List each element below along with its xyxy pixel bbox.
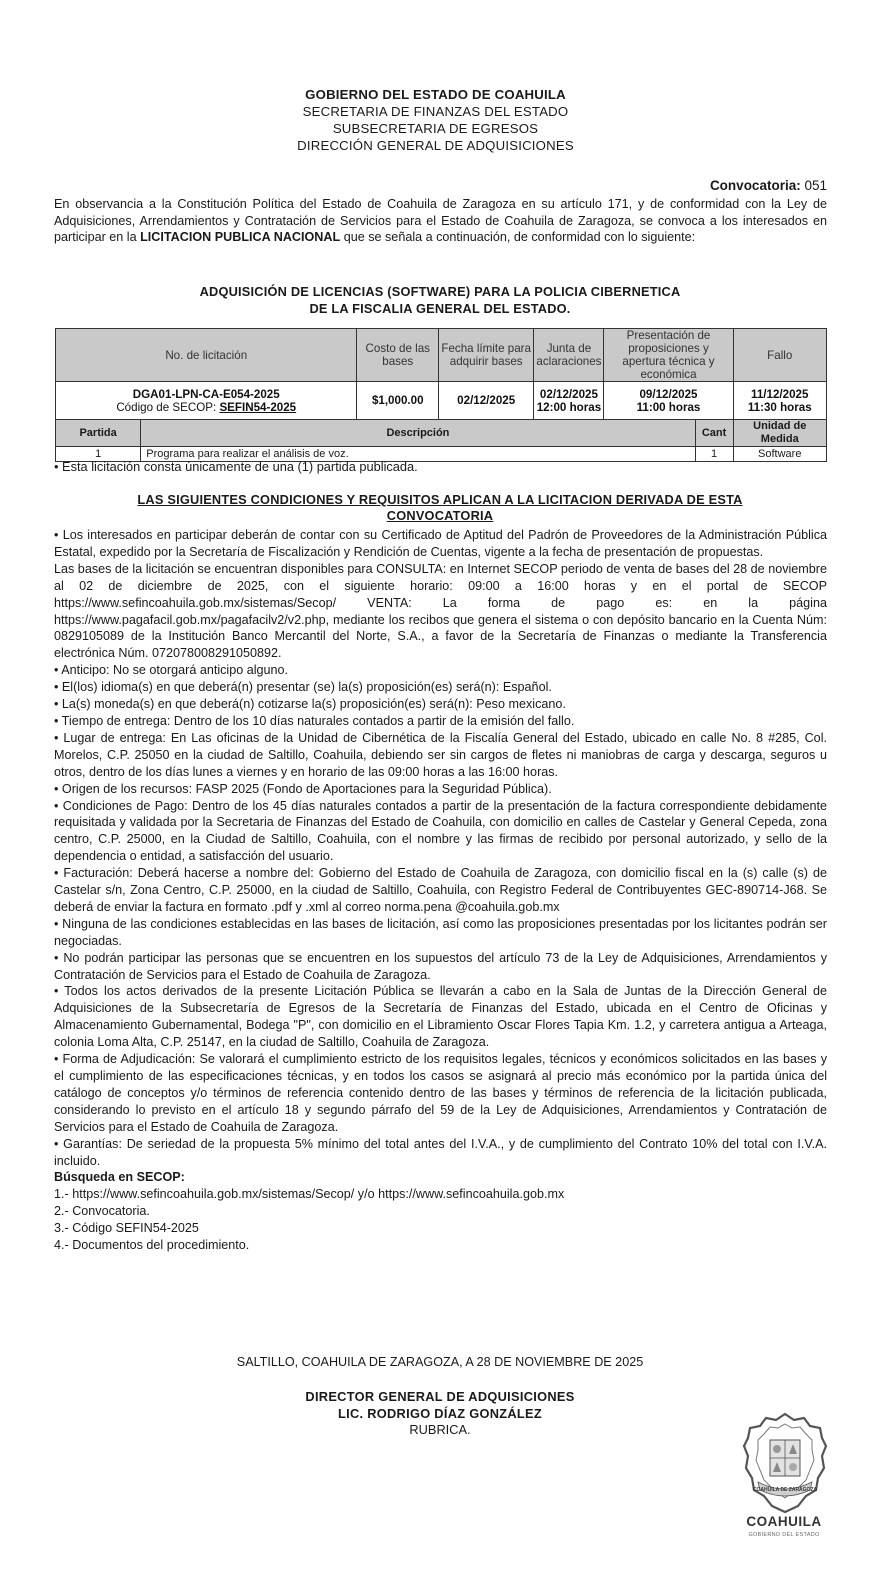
procurement-title-line1: ADQUISICIÓN DE LICENCIAS (SOFTWARE) PARA LA POLICIA CIBERNETICA [199,284,681,299]
secop-label: Código de SECOP: [116,400,220,414]
value-fecha: 02/12/2025 [439,382,534,420]
header-subsecretaria: SUBSECRETARIA DE EGRESOS [332,121,539,136]
value-costo: $1,000.00 [357,382,439,420]
procurement-title-line2: DE LA FISCALIA GENERAL DEL ESTADO. [309,300,571,316]
header-fallo: Fallo [733,329,827,382]
condition-paragraph: Las bases de la licitación se encuentran disponibles para CONSULTA: en Internet SECOP periodo de venta de bases del 28 de noviembre al 02 de diciembre de 2025, con el siguiente horario: 09:00 a 16:00 horas y en el portal de SECOP https://www.sefincoahuila.gob.mx/sistemas/Secop/ VENTA: La forma de pago es: en la página https://www.pagafacil.gob.mx/pagafacilv2/v2.php, mediante los recibos que genera el sistema o con depósito bancario en la Cuenta Núm: 0829105089 de la Institución Banco Mercantil del Norte, S.A., a favor de la Secretaría de Finanzas o mediante la Transferencia electrónica Núm. 072078008291050892. [54,561,827,661]
item-unidad: Software [733,447,827,462]
condition-paragraph: • Tiempo de entrega: Dentro de los 10 días naturales contados a partir de la emisión del fallo. [54,713,575,728]
secop-search-step: 4.- Documentos del procedimiento. [54,1238,250,1253]
junta-time: 12:00 horas [536,400,602,414]
conditions-title-line2: CONVOCATORIA [386,508,494,523]
condition-paragraph: • Condiciones de Pago: Dentro de los 45 días naturales contados a partir de la presentación de la factura correspondiente debidamente requisitada y validada por la Secretaria de Finanzas del Estado de Coahuila, con domicilio en calles de Castelar y General Cepeda, zona centro, C.P. 25000, en la Ciudad de Saltillo, Coahuila, con el nombre y las firmas de recibido por personal autorizado, y sello de la dependencia o entidad, a satisfacción del usuario. [54,798,827,864]
secop-search-step: 1.- https://www.sefincoahuila.gob.mx/sistemas/Secop/ y/o https://www.sefincoahuila.gob.mx [54,1187,565,1202]
secop-search-step: 2.- Convocatoria. [54,1204,150,1219]
place-and-date: SALTILLO, COAHUILA DE ZARAGOZA, A 28 DE NOVIEMBRE DE 2025 [236,1355,644,1369]
convocatoria-value: 051 [804,178,827,193]
signature-rubrica: RUBRICA. [409,1422,471,1437]
presentacion-time: 11:00 horas [636,400,701,414]
header-government: GOBIERNO DEL ESTADO DE COAHUILA [305,87,566,102]
item-descripcion: Programa para realizar el análisis de voz. [141,447,695,462]
convocatoria-number [710,178,827,193]
condition-paragraph: • Todos los actos derivados de la presente Licitación Pública se llevarán a cabo en la Sala de Juntas de la Dirección General de Adquisiciones de la Subsecretaría de Egresos de la Secretaría de Finanzas del Estado, ubicada en el Centro de Oficinas y Almacenamiento Gubernamental, Bodega "P", con domicilio en el Libramiento Oscar Flores Tapia Km. 1.2, y carretera antigua a Arteaga, colonia Loma Alta, C.P. 25147, en la ciudad de Saltillo, Coahuila de Zaragoza. [54,984,827,1050]
table-header-row [56,329,827,382]
condition-paragraph: • No podrán participar las personas que se encuentren en los supuestos del artículo 73 de la Ley de Adquisiciones, Arrendamientos y Contratación de Servicios para el Estado de Coahuila de Zaragoza. [54,950,827,982]
intro-text-2: que se señala a continuación, de conformidad con lo siguiente: [340,230,696,245]
header-costo: Costo de las bases [357,329,439,382]
value-presentacion [604,382,733,420]
signature-title: DIRECTOR GENERAL DE ADQUISICIONES [305,1389,575,1404]
condition-paragraph: • La(s) moneda(s) en que deberá(n) cotizarse la(s) proposición(es) será(n): Peso mexicano. [54,697,566,712]
presentacion-date: 09/12/2025 [639,387,698,401]
header-cant: Cant [695,420,733,447]
seal-ribbon-text: COAHUILA DE ZARAGOZA [752,1487,818,1493]
value-junta [534,382,604,420]
seal-subtitle: GOBIERNO DEL ESTADO [748,1532,820,1538]
intro-paragraph [54,196,827,246]
partida-note: • Esta licitación consta únicamente de una (1) partida publicada. [54,459,418,474]
bid-table [55,328,827,462]
coahuila-seal-icon [740,1410,830,1516]
value-fallo [733,382,827,420]
secop-code-line [58,401,354,414]
conditions-body [54,527,827,1254]
condition-paragraph: • El(los) idioma(s) en que deberá(n) presentar (se) la(s) proposición(es) será(n): Español. [54,680,552,695]
condition-paragraph: • Origen de los recursos: FASP 2025 (Fondo de Aportaciones para la Seguridad Pública). [54,781,552,796]
items-header-row [56,420,827,447]
conditions-title-line1: LAS SIGUIENTES CONDICIONES Y REQUISITOS APLICAN A LA LICITACION DERIVADA DE ESTA [137,492,743,507]
fallo-date: 11/12/2025 [751,387,809,401]
procurement-title [0,284,871,317]
header-junta: Junta de aclaraciones [534,329,604,382]
condition-paragraph: • Garantías: De seriedad de la propuesta 5% mínimo del total antes del I.V.A., y de cumplimiento del Contrato 10% del total con I.V.A. incluido. [54,1136,827,1168]
header-descripcion: Descripción [141,420,695,447]
conditions-title [0,492,871,524]
document-header [0,86,871,154]
junta-date: 02/12/2025 [539,387,598,401]
table-values-row [56,382,827,420]
condition-paragraph: • Ninguna de las condiciones establecidas en las bases de licitación, así como las proposiciones presentadas por los licitantes podrán ser negociadas. [54,916,827,948]
intro-text-1: En observancia a la Constitución Política del Estado de Coahuila de Zaragoza en su artículo 171, y de conformidad con la Ley de Adquisiciones, Arrendamientos y Contratación de Servicios para el Estado de Coahuila de Zaragoza, se convoca a los interesados en participar en la [54,197,827,245]
condition-paragraph: • Los interesados en participar deberán de contar con su Certificado de Aptitud del Padrón de Proveedores de la Administración Pública Estatal, expedido por la Secretaría de Fiscalización y Rendición de Cuentas, vigente a la fecha de presentación de propuestas. [54,528,827,559]
item-cant: 1 [695,447,733,462]
value-licitacion [56,382,357,420]
secop-search-title: Búsqueda en SECOP: [54,1170,185,1185]
signature-name: LIC. RODRIGO DÍAZ GONZÁLEZ [337,1405,542,1421]
convocatoria-label: Convocatoria: [709,178,801,193]
condition-paragraph: • Anticipo: No se otorgará anticipo alguno. [54,663,289,678]
intro-bold: LICITACION PUBLICA NACIONAL [140,230,341,245]
condition-paragraph: • Facturación: Deberá hacerse a nombre del: Gobierno del Estado de Coahuila de Zaragoza, con domicilio fiscal en la (s) calle (s) de Castelar s/n, Zona Centro, C.P. 25000, en la ciudad de Saltillo, Coahuila, con Registro Federal de Contribuyentes GEC-890714-J68. Se deberá de enviar la factura en formato .pdf y .xml al correo norma.pena @coahuila.gob.mx [54,866,827,914]
licitacion-number: DGA01-LPN-CA-E054-2025 [132,387,280,401]
seal-word: COAHUILA [746,1514,822,1529]
header-secretaria: SECRETARIA DE FINANZAS DEL ESTADO [302,104,569,119]
secop-search-step: 3.- Código SEFIN54-2025 [54,1221,199,1236]
fallo-time: 11:30 horas [747,400,812,414]
header-fecha: Fecha límite para adquirir bases [439,329,534,382]
condition-paragraph: • Forma de Adjudicación: Se valorará el cumplimiento estricto de los requisitos legales, técnicos y económicos solicitados en las bases y el cumplimiento de las especificaciones técnicas, y en todos los casos se asignará al precio más económico por la partida única del catálogo de conceptos y/o términos de referencia contenido dentro de las bases y términos de referencia de la licitación publicada, considerando lo previsto en el artículo 18 y segundo párrafo del 59 de la Ley de Adquisiciones, Arrendamientos y Contratación de Servicios para el Estado de Coahuila de Zaragoza. [54,1052,827,1134]
header-direccion: DIRECCIÓN GENERAL DE ADQUISICIONES [297,138,574,153]
secop-code: SEFIN54-2025 [219,400,297,414]
header-partida: Partida [56,420,141,447]
header-presentacion: Presentación de proposiciones y apertura técnica y económica [604,329,733,382]
condition-paragraph: • Lugar de entrega: En Las oficinas de la Unidad de Cibernética de la Fiscalía General del Estado, ubicado en calle No. 8 #285, Col. Morelos, C.P. 25050 en la ciudad de Saltillo, Coahuila, debiendo ser sin cargos de fletes ni maniobras de carga y descarga, seguros u otros, dentro de los días lunes a viernes y en horario de las 09:00 horas a las 16:00 horas. [54,730,827,779]
item-partida: 1 [56,447,141,462]
header-licitacion: No. de licitación [56,329,357,382]
header-unidad: Unidad de Medida [733,420,827,447]
